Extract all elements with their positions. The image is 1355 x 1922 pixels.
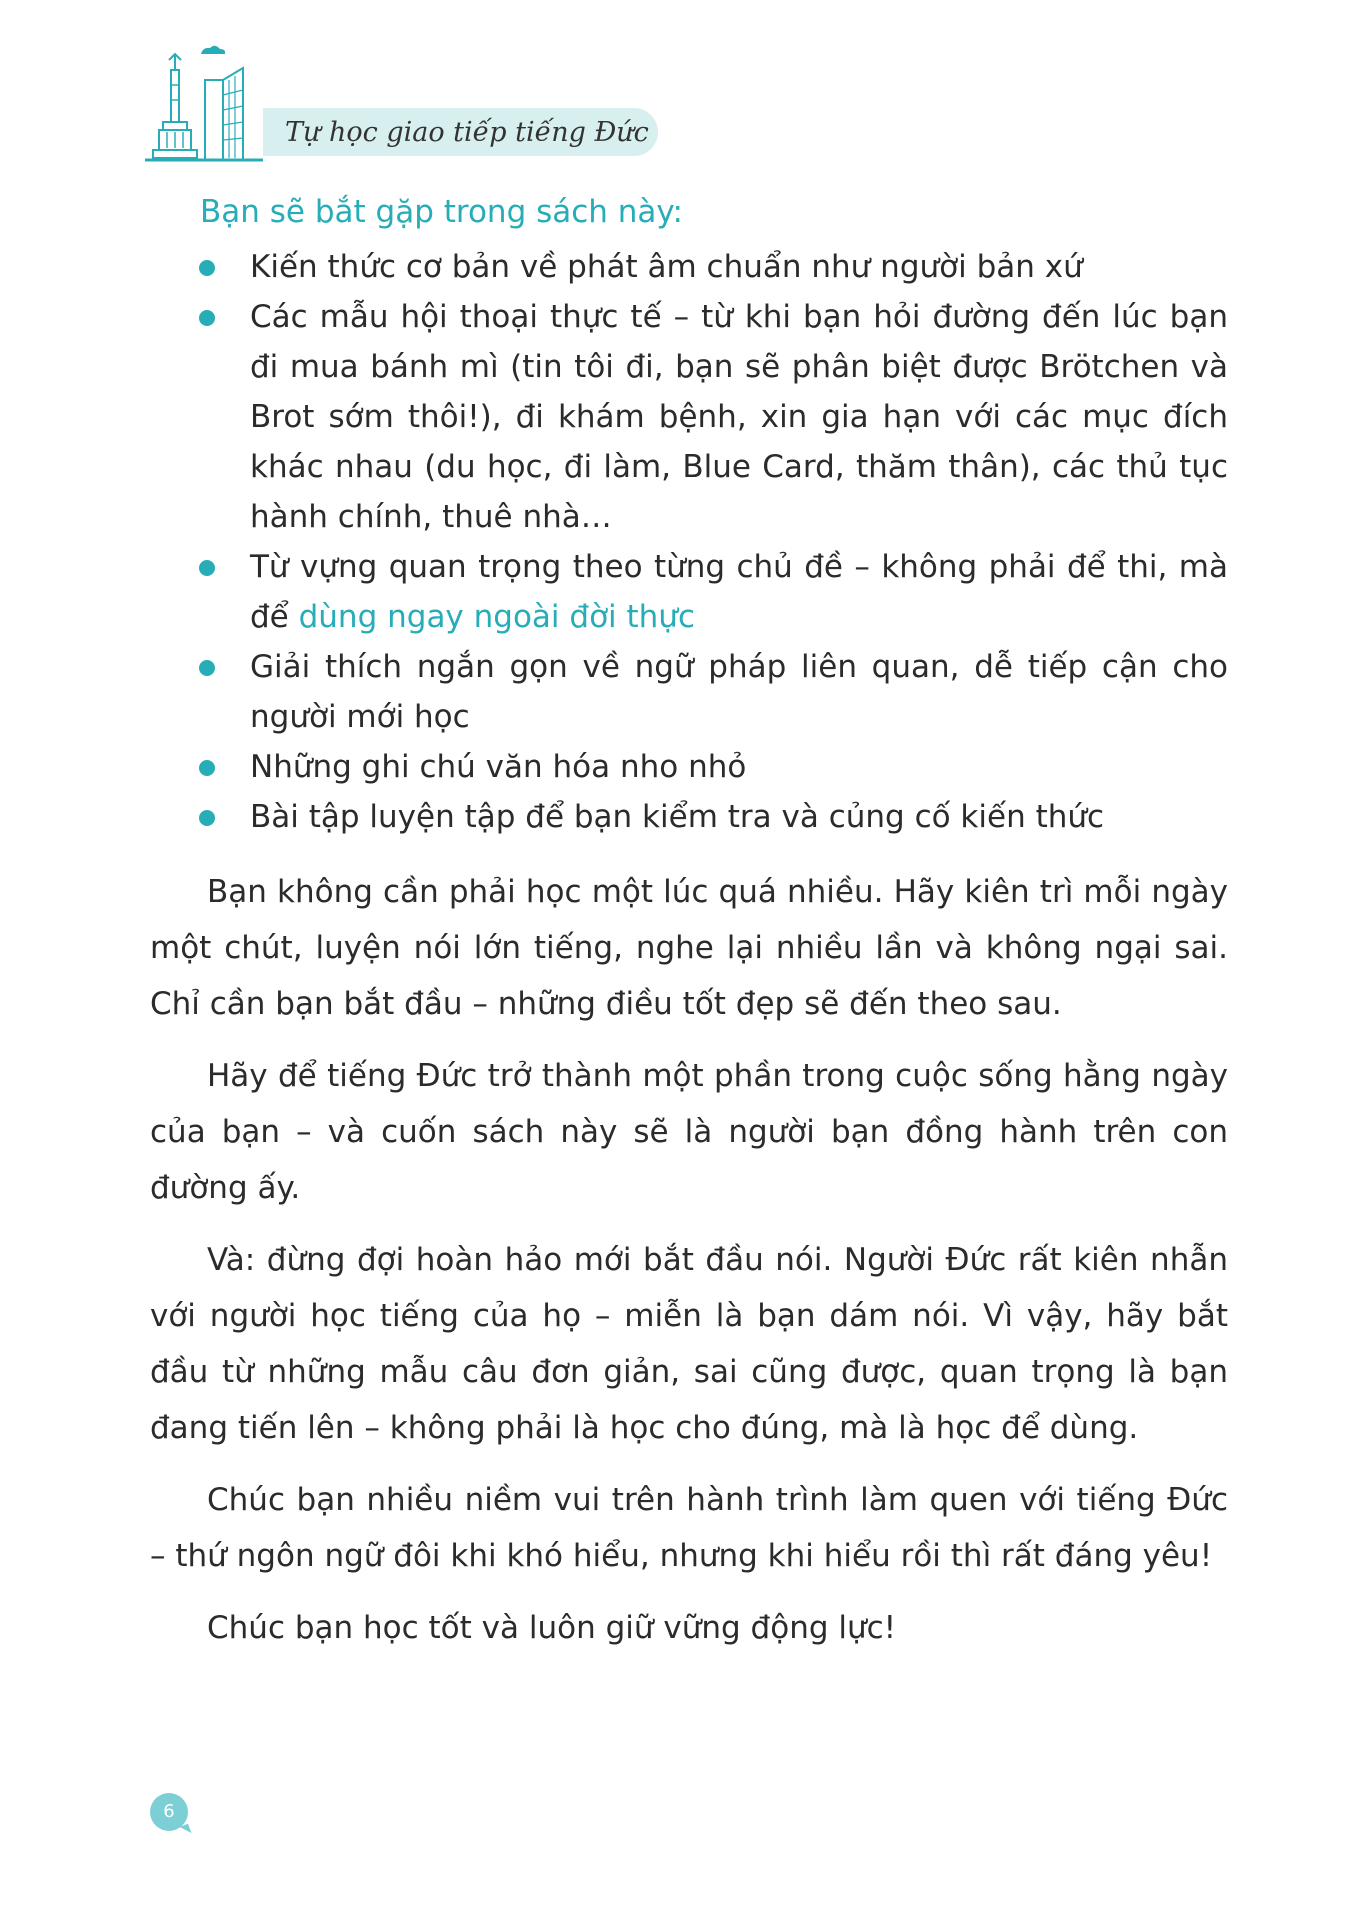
- header-title: Tự học giao tiếp tiếng Đức: [285, 117, 649, 148]
- section-heading: Bạn sẽ bắt gặp trong sách này:: [200, 194, 683, 230]
- list-item: [250, 792, 1228, 842]
- body-paragraph: Chúc bạn học tốt và luôn giữ vững động lực!: [207, 1610, 897, 1646]
- list-item-text: Từ vựng quan trọng theo từng chủ đề – không phải để thi, mà để: [250, 549, 1228, 635]
- list-item: [250, 242, 1228, 292]
- bullet-dot-icon: [199, 260, 215, 276]
- body-paragraph: Bạn không cần phải học một lúc quá nhiều. Hãy kiên trì mỗi ngày một chút, luyện nói lớn tiếng, nghe lại nhiều lần và không ngại sai. Chỉ cần bạn bắt đầu – những điều tốt đẹp sẽ đến theo sau.: [150, 874, 1228, 1022]
- page-number: 6: [150, 1793, 188, 1831]
- list-item-text: Những ghi chú văn hóa nho nhỏ: [250, 749, 747, 785]
- list-item: [250, 742, 1228, 792]
- list-item-text: Giải thích ngắn gọn về ngữ pháp liên quan, dễ tiếp cận cho người mới học: [250, 649, 1228, 735]
- city-skyline-icon: [145, 40, 270, 168]
- body-paragraph: Hãy để tiếng Đức trở thành một phần trong cuộc sống hằng ngày của bạn – và cuốn sách này sẽ là người bạn đồng hành trên con đường ấy.: [150, 1058, 1228, 1206]
- list-item-text: Kiến thức cơ bản về phát âm chuẩn như người bản xứ: [250, 249, 1083, 285]
- list-item: [250, 292, 1228, 542]
- bullet-dot-icon: [199, 310, 215, 326]
- feature-list: [150, 242, 1228, 842]
- bullet-dot-icon: [199, 810, 215, 826]
- bullet-dot-icon: [199, 660, 215, 676]
- bullet-dot-icon: [199, 760, 215, 776]
- running-header: [145, 40, 665, 170]
- list-item-text: Các mẫu hội thoại thực tế – từ khi bạn hỏi đường đến lúc bạn đi mua bánh mì (tin tôi đi, bạn sẽ phân biệt được Brötchen và Brot sớm thôi!), đi khám bệnh, xin gia hạn với các mục đích khác nhau (du học, đi làm, Blue Card, thăm thân), các thủ tục hành chính, thuê nhà…: [250, 299, 1228, 535]
- highlighted-phrase: dùng ngay ngoài đời thực: [298, 599, 695, 635]
- list-item-text: Bài tập luyện tập để bạn kiểm tra và củng cố kiến thức: [250, 799, 1105, 835]
- list-item: [250, 642, 1228, 742]
- list-item: [250, 542, 1228, 642]
- body-paragraph: Và: đừng đợi hoàn hảo mới bắt đầu nói. Người Đức rất kiên nhẫn với người học tiếng của họ – miễn là bạn dám nói. Vì vậy, hãy bắt đầu từ những mẫu câu đơn giản, sai cũng được, quan trọng là bạn đang tiến lên – không phải là học cho đúng, mà là học để dùng.: [150, 1242, 1228, 1446]
- bullet-dot-icon: [199, 560, 215, 576]
- body-paragraph: Chúc bạn nhiều niềm vui trên hành trình làm quen với tiếng Đức – thứ ngôn ngữ đôi khi khó hiểu, nhưng khi hiểu rồi thì rất đáng yêu!: [150, 1482, 1228, 1574]
- page-content: [150, 192, 1228, 1656]
